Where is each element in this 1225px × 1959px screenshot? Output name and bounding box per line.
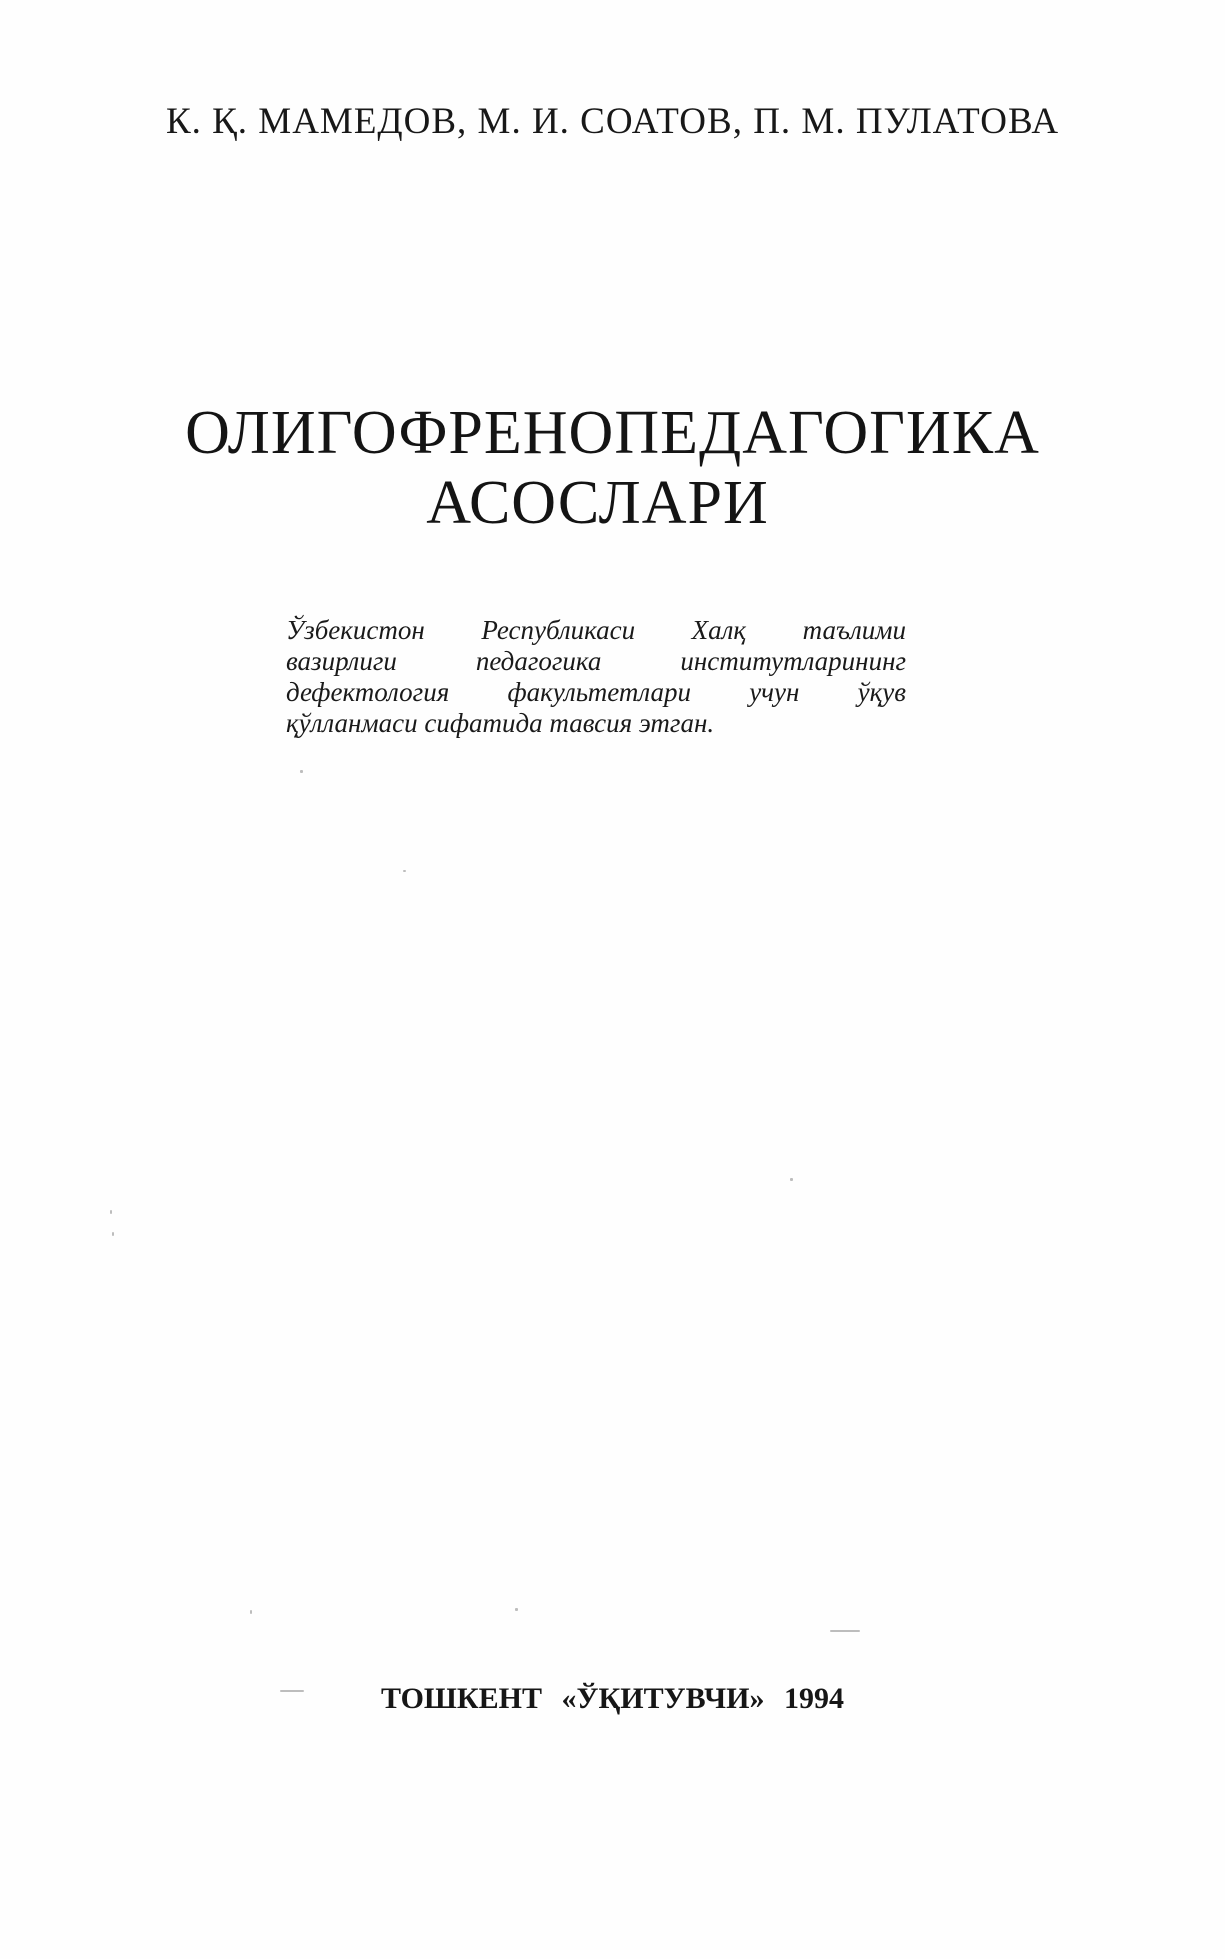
authors-line: К. Қ. МАМЕДОВ, М. И. СОАТОВ, П. М. ПУЛАТОВА (165, 101, 1060, 142)
scan-speck (830, 1630, 860, 1632)
publisher-imprint (0, 1682, 1225, 1716)
scan-speck (515, 1608, 518, 1611)
approval-line-1: Ўзбекистон Республикаси Халқ таълими (286, 615, 906, 645)
imprint-publisher: «ЎҚИТУВЧИ» (561, 1682, 765, 1715)
imprint-year: 1994 (784, 1682, 844, 1715)
scan-speck (403, 870, 406, 872)
approval-line-4: қўлланмаси сифатида тавсия этган. (286, 708, 715, 738)
book-title-line-2: АСОСЛАРИ (426, 469, 769, 537)
approval-note (286, 615, 906, 739)
scan-speck (110, 1210, 112, 1214)
imprint-city: ТОШКЕНТ (380, 1682, 542, 1715)
book-title (0, 398, 1225, 538)
approval-line-2: вазирлиги педагогика институтларининг (286, 646, 906, 676)
scan-speck (250, 1610, 252, 1614)
scan-speck (112, 1232, 114, 1236)
book-title-line-1: ОЛИГОФРЕНОПЕДАГОГИКА (185, 399, 1040, 467)
scan-speck (790, 1178, 793, 1181)
scan-speck (280, 1690, 304, 1692)
approval-line-3: дефектология факультетлари учун ўқув (286, 677, 906, 707)
scan-speck (300, 770, 303, 773)
